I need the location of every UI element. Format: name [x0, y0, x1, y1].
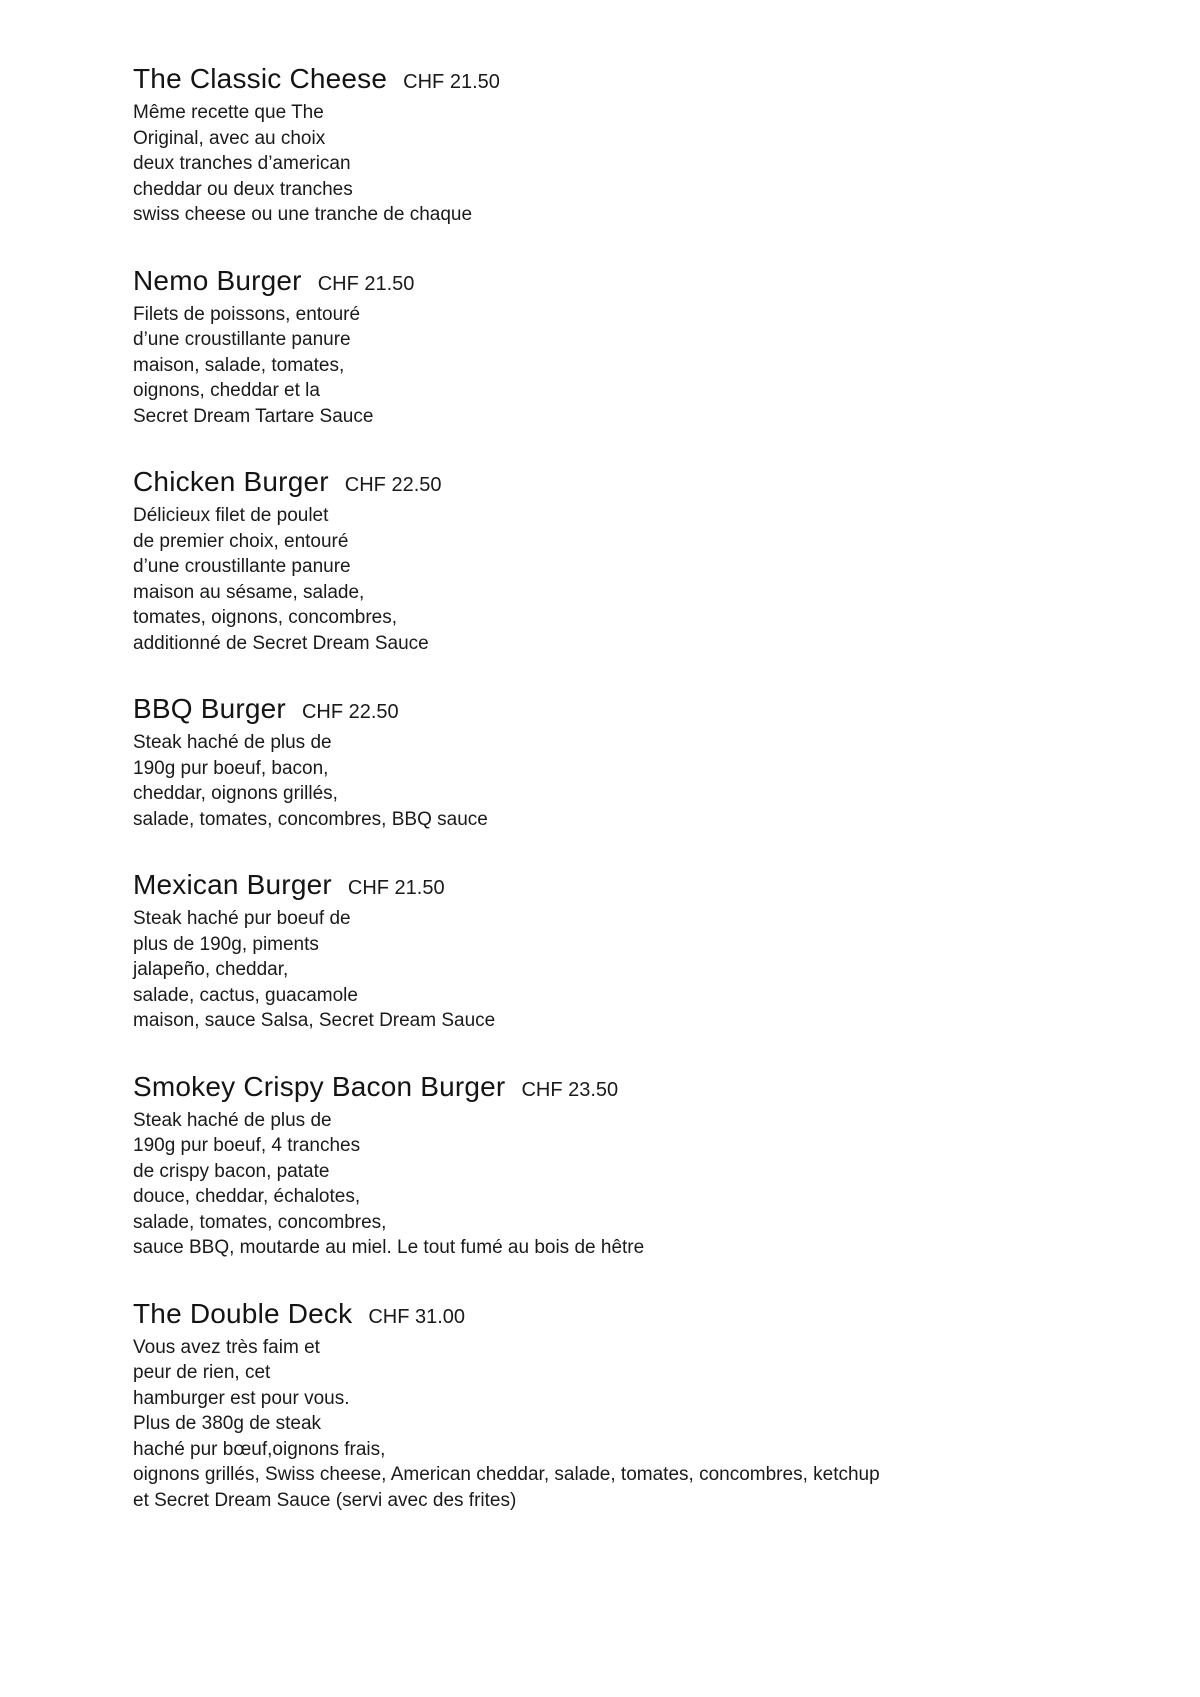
description-line: plus de 190g, piments: [133, 933, 319, 955]
description-line: maison, sauce Salsa, Secret Dream Sauce: [133, 1010, 496, 1031]
description-line: maison, salade, tomates,: [133, 354, 345, 376]
menu-item: [133, 868, 1160, 1034]
description-line: salade, cactus, guacamole: [133, 984, 358, 1006]
description-line: douce, cheddar, échalotes,: [133, 1186, 361, 1207]
description-line: oignons grillés, Swiss cheese, American cheddar, salade, tomates, concombres, ketchup: [133, 1464, 880, 1485]
item-price: CHF 22.50: [344, 474, 442, 496]
item-name: Smokey Crispy Bacon Burger: [133, 1070, 506, 1102]
description-line: salade, tomates, concombres, BBQ sauce: [133, 808, 488, 830]
item-header: [133, 465, 1160, 499]
item-name: Chicken Burger: [133, 466, 329, 497]
item-price: CHF 21.50: [317, 272, 415, 295]
description-line: Filets de poissons, entouré: [133, 303, 361, 325]
description-line: maison au sésame, salade,: [133, 581, 365, 603]
description-line: Délicieux filet de poulet: [133, 505, 329, 526]
item-price: CHF 21.50: [403, 71, 500, 93]
description-line: hamburger est pour vous.: [133, 1387, 350, 1409]
description-line: jalapeño, cheddar,: [133, 959, 289, 980]
description-line: additionné de Secret Dream Sauce: [133, 632, 429, 654]
description-line: d’une croustillante panure: [133, 329, 351, 350]
description-line: d’une croustillante panure: [133, 556, 351, 577]
item-name: Nemo Burger: [133, 264, 302, 296]
item-header: [133, 1297, 1160, 1331]
item-name: BBQ Burger: [133, 693, 286, 724]
description-line: de premier choix, entouré: [133, 530, 349, 552]
description-line: sauce BBQ, moutarde au miel. Le tout fumé au bois de hêtre: [133, 1237, 645, 1258]
item-description: [133, 1335, 1160, 1514]
description-line: Secret Dream Tartare Sauce: [133, 405, 374, 427]
description-line: Steak haché de plus de: [133, 732, 332, 753]
item-price: CHF 21.50: [347, 877, 445, 899]
menu-list: [133, 62, 1160, 1513]
item-header: [133, 264, 1160, 298]
menu-item: [133, 264, 1160, 430]
item-price: CHF 23.50: [521, 1078, 619, 1101]
item-description: [133, 906, 1160, 1034]
description-line: Vous avez très faim et: [133, 1336, 320, 1358]
item-name: Mexican Burger: [133, 869, 332, 900]
item-description: [133, 730, 1160, 832]
description-line: 190g pur boeuf, bacon,: [133, 757, 329, 779]
description-line: cheddar, oignons grillés,: [133, 783, 338, 804]
description-line: swiss cheese ou une tranche de chaque: [133, 204, 473, 225]
item-price: CHF 31.00: [368, 1305, 466, 1328]
menu-item: [133, 1070, 1160, 1261]
description-line: oignons, cheddar et la: [133, 380, 320, 401]
item-header: [133, 692, 1160, 726]
description-line: 190g pur boeuf, 4 tranches: [133, 1135, 361, 1156]
item-description: [133, 100, 1160, 228]
item-description: [133, 503, 1160, 656]
description-line: tomates, oignons, concombres,: [133, 607, 398, 628]
description-line: haché pur bœuf,oignons frais,: [133, 1438, 386, 1460]
description-line: Steak haché pur boeuf de: [133, 908, 351, 929]
item-name: The Classic Cheese: [133, 63, 388, 94]
menu-item: [133, 692, 1160, 832]
description-line: Même recette que The: [133, 102, 324, 123]
menu-item: [133, 465, 1160, 656]
item-name: The Double Deck: [133, 1297, 353, 1329]
description-line: et Secret Dream Sauce (servi avec des frites): [133, 1489, 517, 1511]
menu-item: [133, 62, 1160, 228]
description-line: deux tranches d’american: [133, 153, 351, 174]
menu-item: [133, 1297, 1160, 1514]
item-header: [133, 1070, 1160, 1104]
description-line: de crispy bacon, patate: [133, 1160, 330, 1182]
description-line: peur de rien, cet: [133, 1362, 271, 1383]
description-line: Plus de 380g de steak: [133, 1413, 322, 1434]
item-description: [133, 1108, 1160, 1261]
item-header: [133, 62, 1160, 96]
item-header: [133, 868, 1160, 902]
description-line: salade, tomates, concombres,: [133, 1211, 387, 1233]
description-line: Steak haché de plus de: [133, 1109, 332, 1131]
item-price: CHF 22.50: [301, 701, 399, 723]
description-line: cheddar ou deux tranches: [133, 178, 353, 200]
item-description: [133, 302, 1160, 430]
description-line: Original, avec au choix: [133, 127, 326, 149]
